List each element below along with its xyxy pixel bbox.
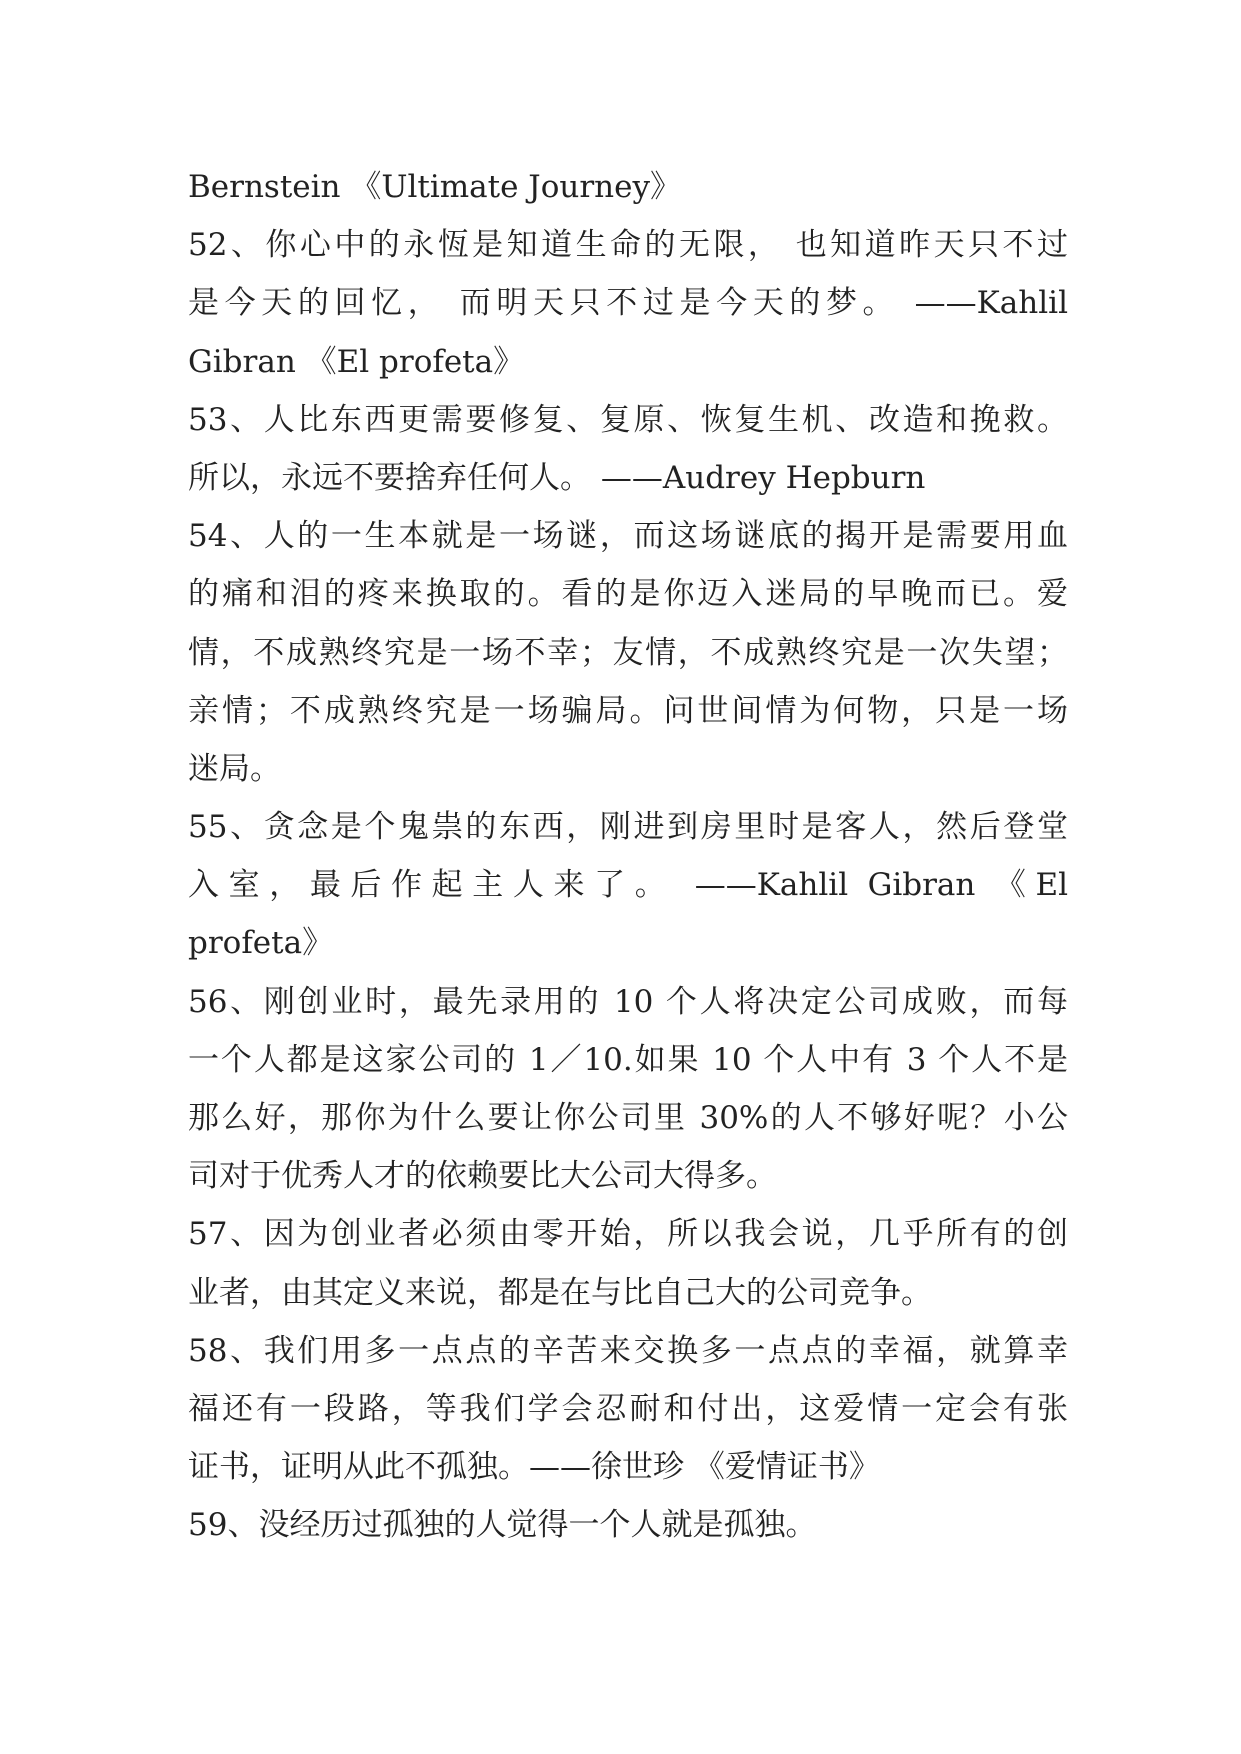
text-line: 55、贪念是个鬼祟的东西，刚进到房里时是客人，然后登堂 [188, 809, 1068, 846]
text-line: 那么好，那你为什么要让你公司里 30%的人不够好呢？小公 [188, 1100, 1068, 1136]
text-line: 56、刚创业时，最先录用的 10 个人将决定公司成败，而每 [188, 983, 1068, 1020]
text-line: 迷局。 [188, 750, 281, 787]
text-line: 53、人比东西更需要修复、复原、恢复生机、改造和挽救。 [188, 401, 1068, 438]
text-line: 证书，证明从此不孤独。——徐世珍 《爱情证书》 [188, 1449, 880, 1486]
quote-text-block [188, 158, 1068, 1555]
text-line: 司对于优秀人才的依赖要比大公司大得多。 [188, 1158, 777, 1195]
text-line: 57、因为创业者必须由零开始，所以我会说，几乎所有的创 [188, 1216, 1068, 1253]
text-line: profeta》 [188, 925, 334, 962]
text-line: 的痛和泪的疼来换取的。看的是你迈入迷局的早晚而已。爱 [188, 576, 1068, 613]
text-line: 所以，永远不要捨弃任何人。 ——Audrey Hepburn [188, 459, 926, 496]
text-line: Gibran 《El profeta》 [188, 343, 525, 380]
text-line: 52、你心中的永恆是知道生命的无限， 也知道昨天只不过 [188, 227, 1068, 264]
text-line: 54、人的一生本就是一场谜，而这场谜底的揭开是需要用血 [188, 518, 1068, 555]
text-line: 亲情；不成熟终究是一场骗局。问世间情为何物，只是一场 [188, 692, 1068, 729]
text-line: 福还有一段路，等我们学会忍耐和付出，这爱情一定会有张 [188, 1390, 1068, 1427]
text-line: 是今天的回忆， 而明天只不过是今天的梦。 ——Kahlil [188, 285, 1068, 322]
text-line: 59、没经历过孤独的人觉得一个人就是孤独。 [188, 1507, 817, 1544]
text-line: 业者，由其定义来说，都是在与比自己大的公司竞争。 [188, 1274, 932, 1311]
text-line: 58、我们用多一点点的辛苦来交换多一点点的幸福，就算幸 [188, 1332, 1068, 1369]
text-line: Bernstein 《Ultimate Journey》 [188, 169, 682, 205]
text-line: 情，不成熟终究是一场不幸；友情，不成熟终究是一次失望； [188, 634, 1068, 671]
text-line: 入室，最后作起主人来了。 ——Kahlil Gibran 《El [188, 867, 1068, 904]
text-line: 一个人都是这家公司的 1／10.如果 10 个人中有 3 个人不是 [188, 1041, 1068, 1078]
